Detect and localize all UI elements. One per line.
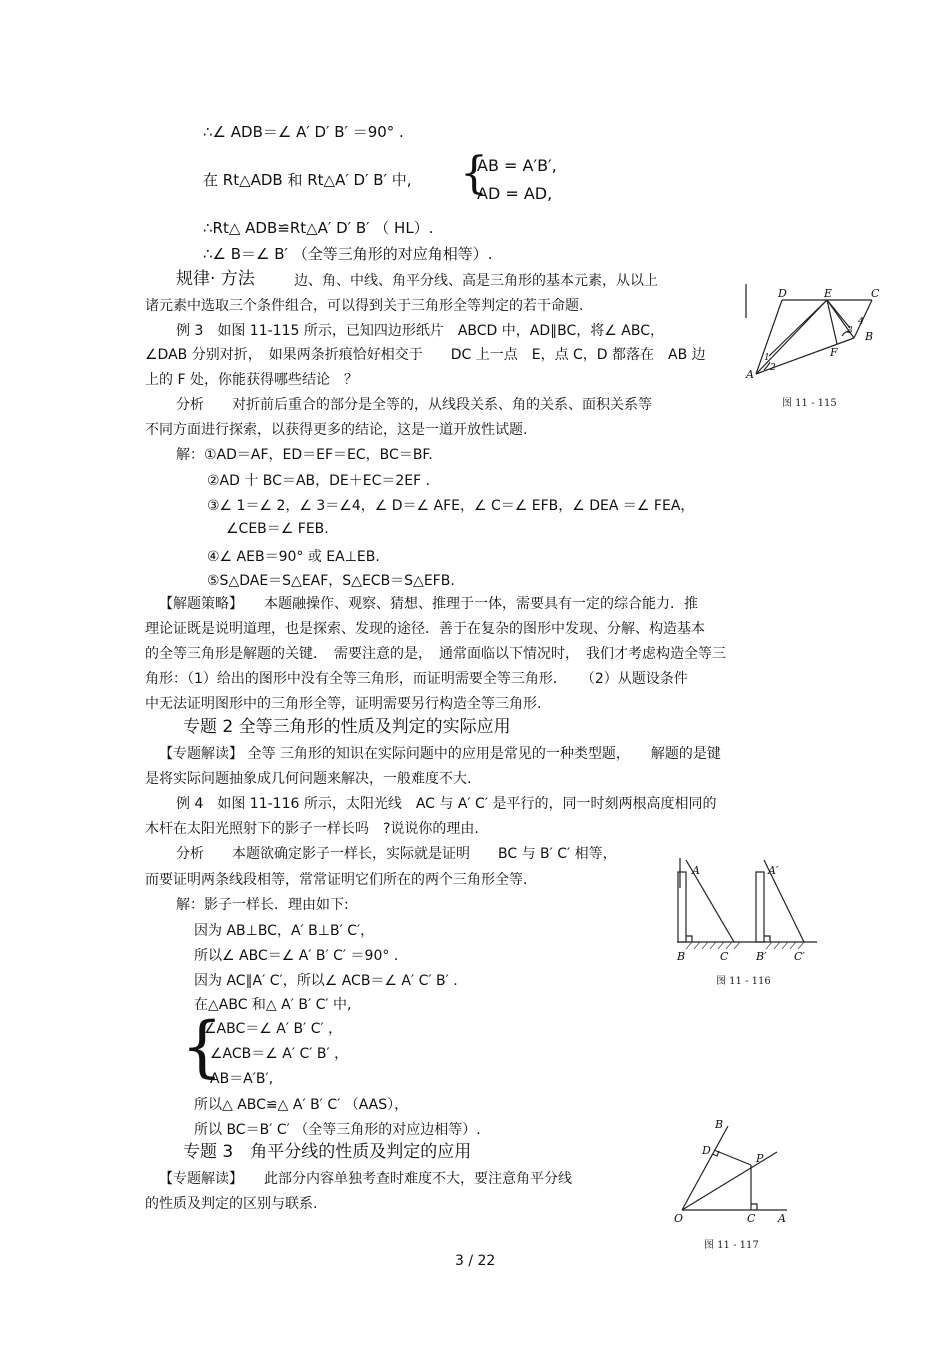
figure-caption: 图 11 - 117 bbox=[704, 1240, 759, 1251]
section-heading-2: 专题 2 全等三角形的性质及判定的实际应用 bbox=[183, 717, 511, 737]
text-line: ⑤S△DAE＝S△EAF，S△ECB＝S△EFB. bbox=[207, 573, 455, 589]
text-line: 因为 AC∥A′ C′，所以∠ ACB＝∠ A′ C′ B′ . bbox=[194, 973, 458, 989]
text-line: 【专题解读】 此部分内容单独考查时难度不大，要注意角平分线 bbox=[159, 1171, 572, 1187]
text-line: 所以△ ABC≌△ A′ B′ C′ （AAS）， bbox=[194, 1097, 409, 1113]
equation-line: AB＝A′B′, bbox=[210, 1071, 274, 1087]
text-line: 角形：（1）给出的图形中没有全等三角形，而证明需要全等三角形． （2）从题设条件 bbox=[145, 671, 688, 687]
text-line: 分析 对折前后重合的部分是全等的，从线段关系、角的关系、面积关系等 bbox=[176, 397, 652, 413]
label-A: A bbox=[778, 1212, 786, 1225]
rule-method-heading: 规律· 方法 bbox=[176, 269, 255, 289]
label-E: E bbox=[824, 287, 833, 300]
figure-11-115 bbox=[742, 278, 892, 418]
text-line: 【解题策略】 本题融操作、观察、猜想、推理于一体，需要具有一定的综合能力．推 bbox=[159, 596, 698, 612]
text-line: ③∠ 1＝∠ 2，∠ 3＝∠4，∠ D＝∠ AFE，∠ C＝∠ EFB，∠ DEA ＝∠ FEA， bbox=[207, 498, 695, 514]
text-line: 边、角、中线、角平分线、高是三角形的基本元素，从以上 bbox=[294, 273, 658, 289]
equation-line: ∠ACB＝∠ A′ C′ B′ ， bbox=[210, 1046, 349, 1062]
text-line: 不同方面进行探索，以获得更多的结论，这是一道开放性试题. bbox=[145, 422, 528, 438]
system-brace: { bbox=[460, 148, 488, 199]
page-number: 3 / 22 bbox=[455, 1253, 496, 1269]
text-line: 在△ABC 和△ A′ B′ C′ 中, bbox=[194, 997, 352, 1013]
text-line: 而要证明两条线段相等，常常证明它们所在的两个三角形全等. bbox=[145, 872, 528, 888]
equation-line: AB = A′B′, bbox=[477, 156, 557, 175]
label-O: O bbox=[674, 1212, 684, 1225]
text-line: 解：①AD＝AF，ED＝EF＝EC，BC＝BF. bbox=[176, 447, 433, 463]
label-P: P bbox=[756, 1152, 764, 1165]
section-heading-3: 专题 3 角平分线的性质及判定的应用 bbox=[183, 1142, 472, 1162]
text-line: 因为 AB⊥BC，A′ B⊥B′ C′， bbox=[194, 923, 375, 939]
text-line: ∴Rt△ ADB≌Rt△A′ D′ B′ （ HL）. bbox=[203, 219, 434, 237]
text-line: 【专题解读】 全等 三角形的知识在实际问题中的应用是常见的一种类型题， 解题的是键 bbox=[159, 746, 721, 762]
figure-11-117 bbox=[672, 1118, 822, 1258]
text-line: 在 Rt△ADB 和 Rt△A′ D′ B′ 中, bbox=[203, 171, 412, 189]
label-F: F bbox=[830, 346, 838, 359]
angle-1: 1 bbox=[764, 353, 770, 363]
text-line: 解：影子一样长．理由如下: bbox=[176, 897, 349, 913]
label-C: C bbox=[871, 287, 880, 300]
figure-caption: 图 11 - 115 bbox=[782, 398, 837, 409]
text-line: ∠DAB 分别对折， 如果两条折痕恰好相交于 DC 上一点 E，点 C，D 都落在 AB 边 bbox=[145, 347, 706, 363]
system-brace: { bbox=[181, 1008, 223, 1085]
label-B: B bbox=[715, 1118, 724, 1131]
angle-4: 4 bbox=[858, 317, 864, 327]
angle-2: 2 bbox=[770, 363, 776, 373]
equation-line: ∠ABC＝∠ A′ B′ C′ ， bbox=[204, 1021, 343, 1037]
label-C: C bbox=[747, 1212, 756, 1225]
label-A: A bbox=[692, 864, 700, 877]
text-line: 所以 BC＝B′ C′ （全等三角形的对应边相等）. bbox=[194, 1122, 481, 1138]
text-line: 所以∠ ABC＝∠ A′ B′ C′ ＝90° . bbox=[194, 948, 399, 964]
figure-caption: 图 11 - 116 bbox=[716, 976, 771, 987]
text-line: 例 3 如图 11-115 所示，已知四边形纸片 ABCD 中，AD∥BC，将∠ ABC， bbox=[176, 323, 664, 339]
text-line: 分析 本题欲确定影子一样长，实际就是证明 BC 与 B′ C′ 相等， bbox=[176, 846, 617, 862]
text-line: 例 4 如图 11-116 所示，太阳光线 AC 与 A′ C′ 是平行的，同一时刻两根高度相同的 bbox=[176, 796, 717, 812]
angle-3: 3 bbox=[847, 326, 853, 336]
text-line: ④∠ AEB＝90° 或 EA⊥EB. bbox=[207, 549, 380, 565]
label-C: C bbox=[720, 950, 729, 963]
text-line: 的全等三角形是解题的关键． 需要注意的是， 通常面临以下情况时， 我们才考虑构造全等三 bbox=[145, 646, 726, 662]
label-B: B bbox=[677, 950, 686, 963]
label-A-prime: A′ bbox=[768, 864, 779, 877]
text-line: 上的 F 处，你能获得哪些结论 ？ bbox=[145, 372, 358, 388]
label-C-prime: C′ bbox=[794, 950, 805, 963]
equation-line: AD = AD, bbox=[477, 184, 553, 203]
text-line: ∴∠ B＝∠ B′ （全等三角形的对应角相等）. bbox=[203, 245, 493, 263]
text-line: 中无法证明图形中的三角形全等，证明需要另行构造全等三角形. bbox=[145, 696, 542, 712]
text-line: ②AD 十 BC＝AB，DE＋EC＝2EF . bbox=[207, 473, 431, 489]
text-line: 的性质及判定的区别与联系. bbox=[145, 1196, 318, 1212]
text-line: ∴∠ ADB＝∠ A′ D′ B′ ＝90° . bbox=[203, 123, 404, 141]
text-line: ∠CEB＝∠ FEB. bbox=[226, 521, 329, 537]
label-D: D bbox=[778, 287, 787, 300]
label-B-prime: B′ bbox=[756, 950, 767, 963]
text-line: 木杆在太阳光照射下的影子一样长吗 ?说说你的理由. bbox=[145, 821, 479, 837]
label-A: A bbox=[746, 368, 754, 381]
figure-11-116 bbox=[672, 852, 822, 992]
text-line: 诸元素中选取三个条件组合，可以得到关于三角形全等判定的若干命题. bbox=[145, 298, 584, 314]
text-line: 是将实际问题抽象成几何问题来解决，一般难度不大. bbox=[145, 771, 472, 787]
label-D: D bbox=[702, 1144, 711, 1157]
text-line: 理论证既是说明道理，也是探索、发现的途径．善于在复杂的图形中发现、分解、构造基本 bbox=[145, 621, 705, 637]
label-B: B bbox=[865, 330, 874, 343]
